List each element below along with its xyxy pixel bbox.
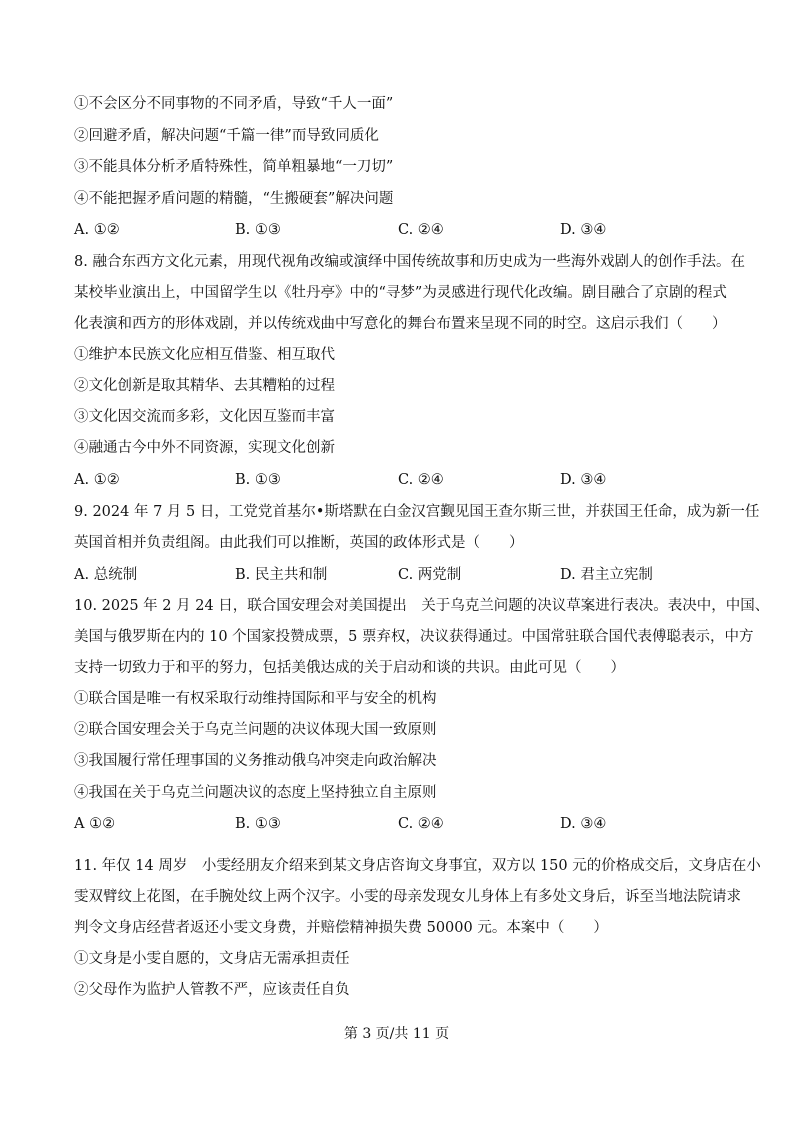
q10-stem-line-1: 10. 2025 年 2 月 24 日，联合国安理会对美国提出 关于乌克兰问题的决议草案进行表决。表决中，中国、 [74,598,770,614]
q8-statement-1: ①维护本民族文化应相互借鉴、相互取代 [74,347,335,363]
q9-stem-line-2: 英国首相并负责组阁。由此我们可以推断，英国的政体形式是（ ） [74,535,524,551]
q7-statement-3: ③不能具体分析矛盾特殊性，简单粗暴地“一刀切” [74,159,394,175]
q11-stem-line-2: 雯双臂纹上花图，在手腕处纹上两个汉字。小雯的母亲发现女儿身体上有多处文身后，诉至当地法院请求 [74,889,741,905]
q10-option-b: B. ①③ [235,816,281,832]
q8-option-c: C. ②④ [398,472,444,488]
q8-stem-line-2: 某校毕业演出上，中国留学生以《牡丹亭》中的“寻梦”为灵感进行现代化改编。剧目融合了京剧的程式 [74,285,727,301]
q9-option-d: D. 君主立宪制 [560,567,653,583]
q10-options [74,814,724,834]
q7-statement-4: ④不能把握矛盾问题的精髓，“生搬硬套”解决问题 [74,191,394,207]
q11-statement-2: ②父母作为监护人管教不严，应该责任自负 [74,982,350,998]
q9-option-a: A. 总统制 [74,567,138,583]
q7-statement-2: ②回避矛盾，解决问题“千篇一律”而导致同质化 [74,128,379,144]
q10-option-c: C. ②④ [398,816,444,832]
q8-option-b: B. ①③ [235,472,281,488]
q10-statement-3: ③我国履行常任理事国的义务推动俄乌冲突走向政治解决 [74,753,437,769]
q9-option-c: C. 两党制 [398,567,462,583]
q11-stem-line-1: 11. 年仅 14 周岁 小雯经朋友介绍来到某文身店咨询文身事宜，双方以 150 元的价格成交后，文身店在小 [74,858,761,874]
q8-stem-line-1: 8. 融合东西方文化元素，用现代视角改编或演绎中国传统故事和历史成为一些海外戏剧人的创作手法。在 [74,254,745,270]
page-number: 第 3 页/共 11 页 [343,1026,450,1042]
q10-option-a: A ①② [74,816,116,832]
q11-stem-line-3: 判令文身店经营者返还小雯文身费，并赔偿精神损失费 50000 元。本案中（ ） [74,920,608,936]
q7-option-c: C. ②④ [398,222,444,238]
q10-stem-line-2: 美国与俄罗斯在内的 10 个国家投赞成票，5 票弃权，决议获得通过。中国常驻联合国代表傅聪表示，中方 [74,629,754,645]
q7-option-a: A. ①② [74,222,120,238]
q7-statement-1: ①不会区分不同事物的不同矛盾，导致“千人一面” [74,96,394,112]
q8-stem-line-3: 化表演和西方的形体戏剧，并以传统戏曲中写意化的舞台布置来呈现不同的时空。这启示我们（ ） [74,316,727,332]
q8-options [74,470,724,490]
q7-options [74,220,724,240]
q9-stem-line-1: 9. 2024 年 7 月 5 日，工党党首基尔•斯塔默在白金汉宫觐见国王查尔斯三世，并获国王任命，成为新一任 [74,504,760,520]
q9-options [74,565,724,585]
q8-statement-2: ②文化创新是取其精华、去其糟粕的过程 [74,378,335,394]
q8-option-a: A. ①② [74,472,120,488]
q8-option-d: D. ③④ [560,472,607,488]
q10-statement-4: ④我国在关于乌克兰问题决议的态度上坚持独立自主原则 [74,785,437,801]
q8-statement-3: ③文化因交流而多彩，文化因互鉴而丰富 [74,409,335,425]
q7-option-d: D. ③④ [560,222,607,238]
q9-option-b: B. 民主共和制 [235,567,328,583]
q10-option-d: D. ③④ [560,816,607,832]
q10-stem-line-3: 支持一切致力于和平的努力，包括美俄达成的关于启动和谈的共识。由此可见（ ） [74,660,625,676]
q8-statement-4: ④融通古今中外不同资源，实现文化创新 [74,440,335,456]
q11-statement-1: ①文身是小雯自愿的，文身店无需承担责任 [74,951,350,967]
q7-option-b: B. ①③ [235,222,281,238]
q10-statement-1: ①联合国是唯一有权采取行动维持国际和平与安全的机构 [74,691,437,707]
q10-statement-2: ②联合国安理会关于乌克兰问题的决议体现大国一致原则 [74,722,437,738]
